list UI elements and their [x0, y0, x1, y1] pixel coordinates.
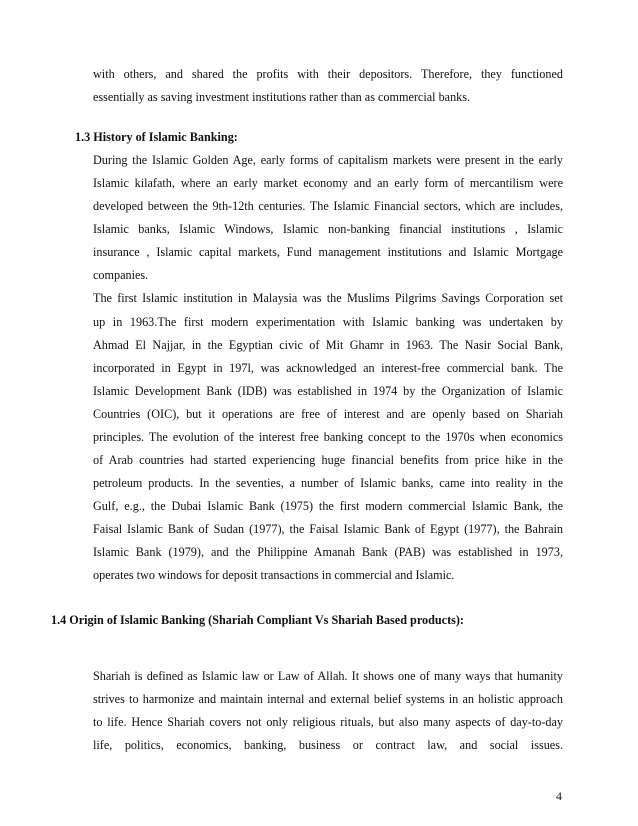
- paragraph-line: Islamic Development Bank (IDB) was established in 1974 by the Organization of Islamic: [93, 384, 563, 398]
- paragraph-line: developed between the 9th-12th centuries. The Islamic Financial sectors, which are includes,: [93, 199, 563, 213]
- section-heading-1-3: 1.3 History of Islamic Banking:: [75, 130, 238, 144]
- intro-line: with others, and shared the profits with their depositors. Therefore, they functioned: [93, 67, 563, 81]
- paragraph-line: incorporated in Egypt in 197l, was acknowledged an interest-free commercial bank. The: [93, 361, 563, 375]
- paragraph-line: Faisal Islamic Bank of Sudan (1977), the Faisal Islamic Bank of Egypt (1977), the Bahrain: [93, 522, 563, 536]
- paragraph-line: Countries (OIC), but it operations are free of interest and are openly based on Shariah: [93, 407, 563, 421]
- paragraph-line: Shariah is defined as Islamic law or Law of Allah. It shows one of many ways that humanity: [93, 669, 563, 683]
- paragraph-line: insurance , Islamic capital markets, Fund management institutions and Islamic Mortgage: [93, 245, 563, 259]
- paragraph-line: up in 1963.The first modern experimentation with Islamic banking was undertaken by: [93, 315, 563, 329]
- paragraph-line: During the Islamic Golden Age, early forms of capitalism markets were present in the early: [93, 153, 563, 167]
- paragraph-line: strives to harmonize and maintain internal and external belief systems in an holistic approach: [93, 692, 563, 706]
- paragraph-line: companies.: [93, 268, 149, 282]
- paragraph-line: operates two windows for deposit transactions in commercial and Islamic.: [93, 568, 455, 582]
- intro-line: essentially as saving investment institutions rather than as commercial banks.: [93, 90, 471, 104]
- section-heading-1-4: 1.4 Origin of Islamic Banking (Shariah Compliant Vs Shariah Based products):: [51, 613, 464, 627]
- paragraph-line: Islamic Bank (1979), and the Philippine Amanah Bank (PAB) was established in 1973,: [93, 545, 563, 559]
- paragraph-line: Islamic banks, Islamic Windows, Islamic non-banking financial institutions , Islamic: [93, 222, 563, 236]
- paragraph-line: of Arab countries had started experiencing huge financial benefits from price hike in the: [93, 453, 563, 467]
- paragraph-line: to life. Hence Shariah covers not only religious rituals, but also many aspects of day-to-day: [93, 715, 563, 729]
- paragraph-line: life, politics, economics, banking, business or contract law, and social issues.: [93, 738, 563, 752]
- paragraph-line: principles. The evolution of the interest free banking concept to the 1970s when economics: [93, 430, 563, 444]
- paragraph-line: petroleum products. In the seventies, a number of Islamic banks, came into reality in the: [93, 476, 563, 490]
- paragraph-line: Islamic kilafath, where an early market economy and an early form of mercantilism were: [93, 176, 563, 190]
- page-number: 4: [556, 789, 562, 803]
- paragraph-line: Ahmad El Najjar, in the Egyptian civic of Mit Ghamr in 1963. The Nasir Social Bank,: [93, 338, 563, 352]
- paragraph-line: The first Islamic institution in Malaysia was the Muslims Pilgrims Savings Corporation set: [93, 291, 563, 305]
- paragraph-line: Gulf, e.g., the Dubai Islamic Bank (1975) the first modern commercial Islamic Bank, the: [93, 499, 563, 513]
